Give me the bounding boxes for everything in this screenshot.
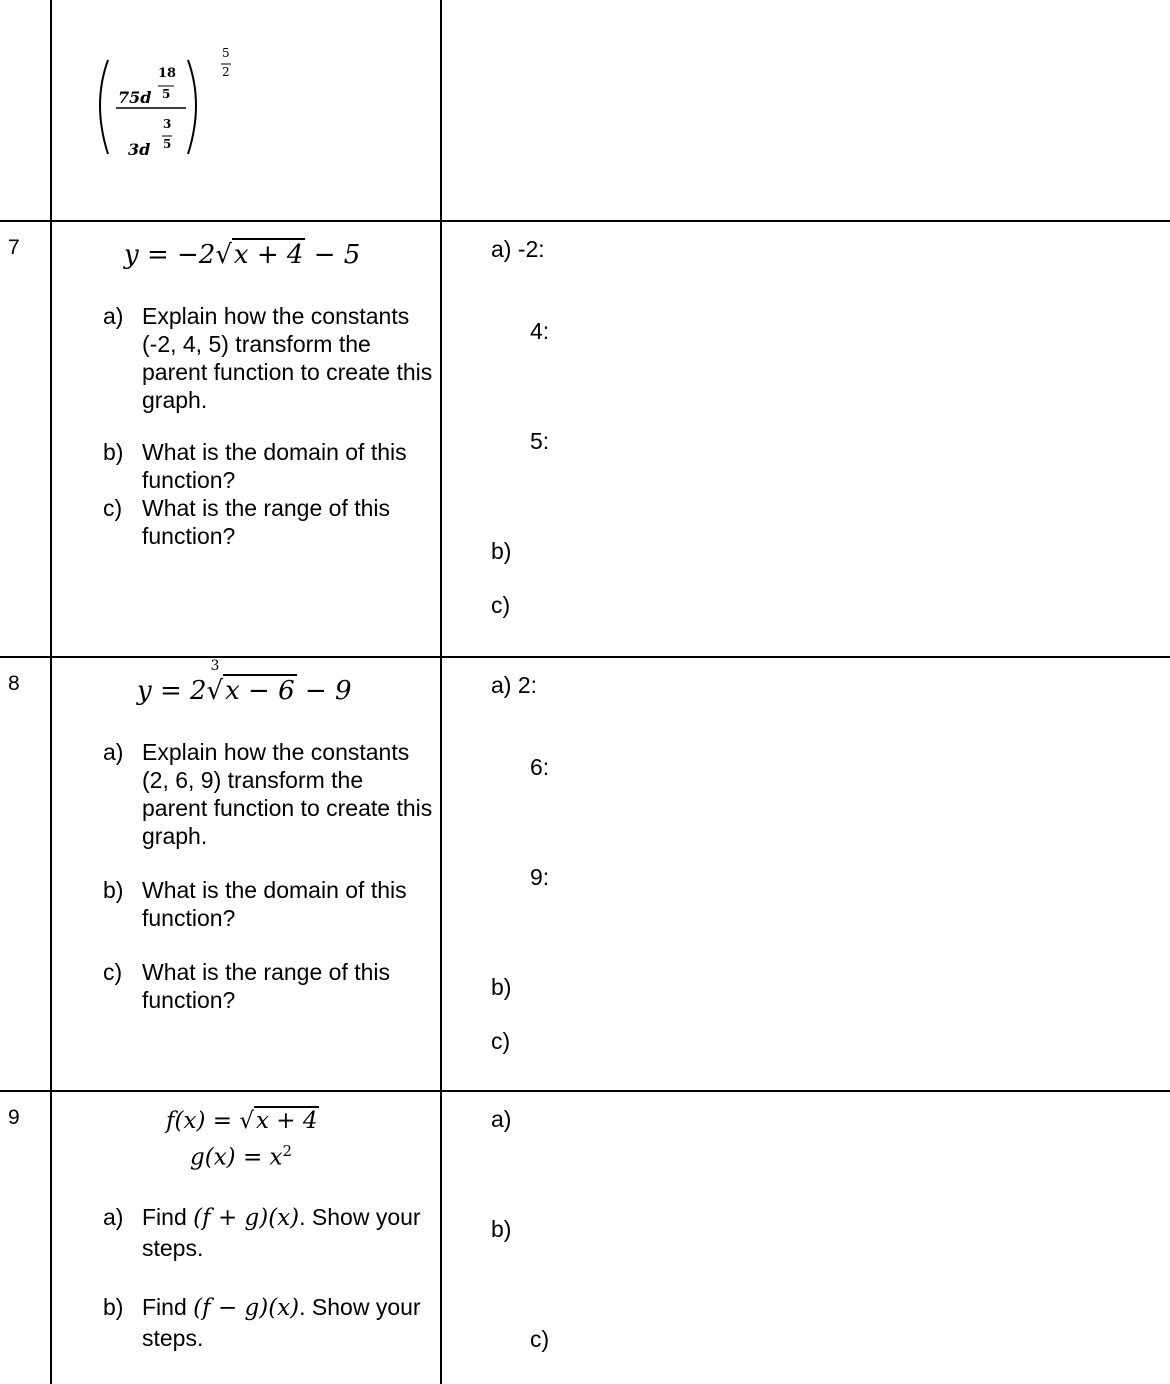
row8-answer-c: c) xyxy=(491,1028,511,1054)
row6-numerator-exp-den: 5 xyxy=(162,87,171,101)
sqrt-symbol: √ xyxy=(215,240,232,270)
row7-answer-c: c) xyxy=(491,592,511,618)
row7-q-a-label: a) xyxy=(103,303,124,329)
row7-q-c-label: c) xyxy=(103,495,123,521)
row9-question-a xyxy=(103,1202,433,1263)
row6-denominator-base: 3d xyxy=(128,140,151,159)
row6-denominator-exp-num: 3 xyxy=(163,117,172,131)
row7-eq-suffix: − 5 xyxy=(305,240,361,270)
column-divider-left xyxy=(50,0,52,1384)
row9-q-a-label: a) xyxy=(103,1204,124,1230)
row8-equation xyxy=(137,658,352,706)
row6-expression xyxy=(90,42,250,167)
row7-q-b-text: What is the domain of this function? xyxy=(142,439,407,493)
row7-q-b-label: b) xyxy=(103,439,124,465)
row6-outer-exp-num: 5 xyxy=(222,46,230,60)
row6-outer-exp-den: 2 xyxy=(222,65,230,79)
row8-answer-b: b) xyxy=(491,974,512,1000)
row9-question-b xyxy=(103,1292,433,1353)
row8-number: 8 xyxy=(8,672,20,695)
row9-q-b-text-2: . Show your steps. xyxy=(142,1294,421,1351)
row9-q-a-math: (f + g)(x) xyxy=(193,1205,300,1231)
row8-q-b-text: What is the domain of this function? xyxy=(142,877,407,931)
row8-q-b-label: b) xyxy=(103,877,124,903)
row-divider-8 xyxy=(0,656,1170,658)
row9-q-a-text-2: . Show your steps. xyxy=(142,1204,421,1261)
row7-question-a xyxy=(103,302,433,414)
row9-g-exp: 2 xyxy=(282,1142,293,1160)
root-index: 3 xyxy=(210,658,220,674)
row8-answer-6: 6: xyxy=(530,754,550,780)
row8-question-a xyxy=(103,738,433,850)
sqrt-symbol: √ xyxy=(239,1108,254,1134)
row7-answer-b: b) xyxy=(491,538,512,564)
row9-f-radicand: x + 4 xyxy=(255,1108,318,1134)
row8-question-c xyxy=(103,958,433,1014)
row7-question-c xyxy=(103,494,433,550)
row7-answer-4: 4: xyxy=(530,318,550,344)
row7-radicand: x + 4 xyxy=(233,240,304,270)
row9-g-def: g(x) = x xyxy=(190,1144,283,1171)
row9-number: 9 xyxy=(8,1106,20,1129)
row8-q-c-text: What is the range of this function? xyxy=(142,959,391,1013)
row7-q-a-text: Explain how the constants (-2, 4, 5) transform the parent function to create this graph. xyxy=(142,303,433,413)
row9-answer-c: c) xyxy=(530,1326,550,1352)
row9-f-definition xyxy=(166,1108,319,1134)
row8-eq-prefix: y = 2 xyxy=(137,676,207,706)
row9-answer-b: b) xyxy=(491,1216,512,1242)
row9-q-b-label: b) xyxy=(103,1294,124,1320)
row8-eq-suffix: − 9 xyxy=(296,676,352,706)
row6-numerator-exp-num: 18 xyxy=(158,66,177,81)
cube-root-symbol: √ xyxy=(206,676,224,706)
row7-equation xyxy=(124,240,360,270)
row-divider-9 xyxy=(0,1090,1170,1092)
row8-q-a-label: a) xyxy=(103,739,124,765)
row8-answer-9: 9: xyxy=(530,864,550,890)
row7-question-b xyxy=(103,438,433,494)
row7-answer-5: 5: xyxy=(530,428,550,454)
row7-answer-a: a) -2: xyxy=(491,236,545,262)
row8-answer-a: a) 2: xyxy=(491,672,538,698)
row9-q-a-text xyxy=(103,1202,433,1263)
row7-number: 7 xyxy=(8,236,20,259)
row8-q-c-label: c) xyxy=(103,959,123,985)
row9-q-b-text xyxy=(103,1292,433,1353)
row-divider-7 xyxy=(0,220,1170,222)
row9-g-definition xyxy=(190,1142,292,1171)
row9-f-prefix: f(x) = xyxy=(166,1108,240,1134)
row9-answer-a: a) xyxy=(491,1106,512,1132)
row8-q-a-text: Explain how the constants (2, 6, 9) transform the parent function to create this graph. xyxy=(142,739,433,849)
row7-q-c-text: What is the range of this function? xyxy=(142,495,391,549)
row6-numerator-base: 75d xyxy=(118,88,152,107)
row9-q-a-text-1: Find xyxy=(142,1204,194,1230)
row7-eq-prefix: y = −2 xyxy=(124,240,216,270)
row8-radicand: x − 6 xyxy=(225,676,295,706)
row9-q-b-math: (f − g)(x) xyxy=(193,1295,300,1321)
row8-question-b xyxy=(103,876,433,932)
column-divider-middle xyxy=(440,0,442,1384)
row6-denominator-exp-den: 5 xyxy=(163,137,172,151)
row9-q-b-text-1: Find xyxy=(142,1294,194,1320)
cube-root xyxy=(206,658,224,706)
